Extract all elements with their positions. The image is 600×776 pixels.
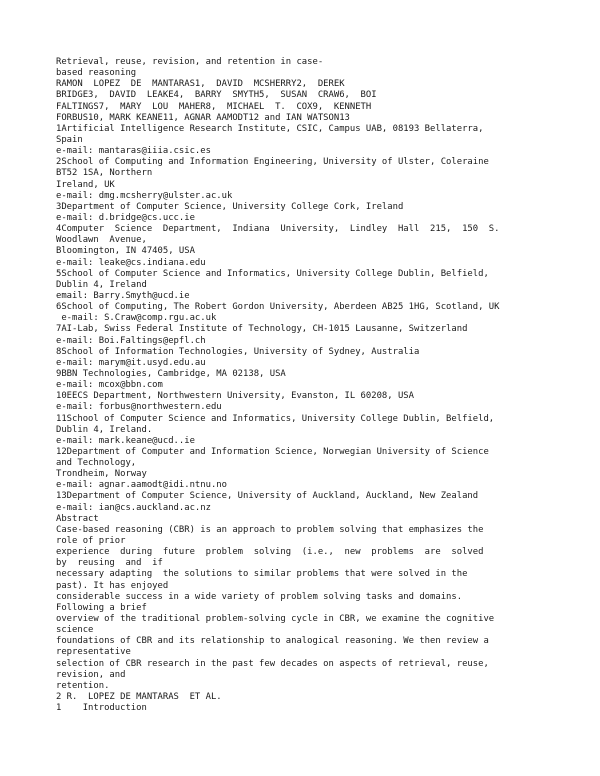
email-line: e-mail: Boi.Faltings@epfl.ch [56, 335, 206, 346]
email-line: e-mail: mantaras@iiia.csic.es [56, 146, 211, 157]
abstract-line: role of prior [56, 536, 126, 547]
title-line: based reasoning [56, 68, 137, 79]
affiliation-line: and Technology, [56, 458, 137, 469]
abstract-line: Following a brief [56, 602, 147, 613]
authors-line: FALTINGS7, MARY LOU MAHER8, MICHAEL T. COX9, KENNETH [56, 101, 372, 112]
email-line: e-mail: mark.keane@ucd..ie [56, 435, 195, 446]
email-line: e-mail: marym@it.usyd.edu.au [56, 357, 206, 368]
affiliation-line: BT52 1SA, Northern [56, 168, 153, 179]
abstract-line: selection of CBR research in the past few decades on aspects of retrieval, reuse, [56, 658, 489, 669]
abstract-line: foundations of CBR and its relationship to analogical reasoning. We then review a [56, 636, 489, 647]
affiliation-line: 8School of Information Technologies, University of Sydney, Australia [56, 346, 420, 357]
affiliation-line: 9BBN Technologies, Cambridge, MA 02138, USA [56, 368, 286, 379]
abstract-heading: Abstract [56, 513, 99, 524]
abstract-line: past). It has enjoyed [56, 580, 169, 591]
abstract-line: by reusing and if [56, 558, 163, 569]
affiliation-line: 2School of Computing and Information Engineering, University of Ulster, Coleraine [56, 157, 489, 168]
email-line: e-mail: ian@cs.auckland.ac.nz [56, 502, 211, 513]
title-line: Retrieval, reuse, revision, and retention in case- [56, 57, 324, 67]
affiliation-line: Spain [56, 134, 83, 145]
email-line: email: Barry.Smyth@ucd.ie [56, 290, 190, 301]
authors-line: RAMON LÓPEZ DE MÁNTARAS1, DAVID MCSHERRY2, DEREK [56, 79, 345, 90]
email-line: e-mail: forbus@northwestern.edu [56, 402, 222, 413]
email-line: e-mail: agnar.aamodt@idi.ntnu.no [56, 480, 227, 491]
email-line: e-mail: S.Craw@comp.rgu.ac.uk [56, 313, 217, 324]
authors-line: FORBUS10, MARK KEANE11, AGNAR AAMODT12 and IAN WATSON13 [56, 112, 350, 123]
authors-line: BRIDGE3, DAVID LEAKE4, BARRY SMYTH5, SUSAN CRAW6, BOI [56, 90, 377, 101]
affiliation-line: 10EECS Department, Northwestern University, Evanston, IL 60208, USA [56, 391, 414, 402]
affiliation-line: 3Department of Computer Science, University College Cork, Ireland [56, 201, 404, 212]
email-line: e-mail: mcox@bbn.com [56, 380, 163, 391]
abstract-line: considerable success in a wide variety of problem solving tasks and domains. [56, 591, 463, 602]
affiliation-line: Dublin 4, Ireland [56, 279, 147, 290]
abstract-line: overview of the traditional problem-solving cycle in CBR, we examine the cognitive [56, 614, 495, 625]
affiliation-line: 7AI-Lab, Swiss Federal Institute of Technology, CH-1015 Lausanne, Switzerland [56, 324, 468, 335]
email-line: e-mail: dmg.mcsherry@ulster.ac.uk [56, 190, 233, 201]
abstract-line: science [56, 625, 94, 636]
affiliation-line: 13Department of Computer Science, University of Auckland, Auckland, New Zealand [56, 491, 479, 502]
affiliation-line: Ireland, UK [56, 179, 115, 190]
affiliation-line: Woodlawn Avenue, [56, 235, 147, 246]
affiliation-line: 6School of Computing, The Robert Gordon University, Aberdeen AB25 1HG, Scotland, UK [56, 302, 500, 313]
affiliation-line: Dublin 4, Ireland. [56, 424, 153, 435]
running-header: 2 R. LÓPEZ DE MÁNTARAS ET AL. [56, 692, 222, 703]
affiliation-line: Bloomington, IN 47405, USA [56, 246, 195, 257]
email-line: e-mail: leake@cs.indiana.edu [56, 257, 206, 268]
affiliation-line: 12Department of Computer and Information Science, Norwegian University of Science [56, 446, 489, 457]
abstract-line: Case-based reasoning (CBR) is an approach to problem solving that emphasizes the [56, 524, 484, 535]
email-line: e-mail: d.bridge@cs.ucc.ie [56, 212, 195, 223]
affiliation-line: 11School of Computer Science and Informatics, University College Dublin, Belfield, [56, 413, 495, 424]
abstract-line: revision, and [56, 669, 126, 680]
abstract-line: necessary adapting the solutions to similar problems that were solved in the [56, 569, 468, 580]
abstract-line: representative [56, 647, 131, 658]
affiliation-line: Trondheim, Norway [56, 469, 147, 480]
affiliation-line: 1Artificial Intelligence Research Institute, CSIC, Campus UAB, 08193 Bellaterra, [56, 123, 484, 134]
section-heading: 1 Introduction [56, 703, 147, 714]
affiliation-line: 5School of Computer Science and Informatics, University College Dublin, Belfield, [56, 268, 489, 279]
affiliation-line: 4Computer Science Department, Indiana University, Lindley Hall 215, 150 S. [56, 224, 500, 235]
abstract-line: retention. [56, 680, 110, 691]
abstract-line: experience during future problem solving (i.e., new problems are solved [56, 547, 484, 558]
